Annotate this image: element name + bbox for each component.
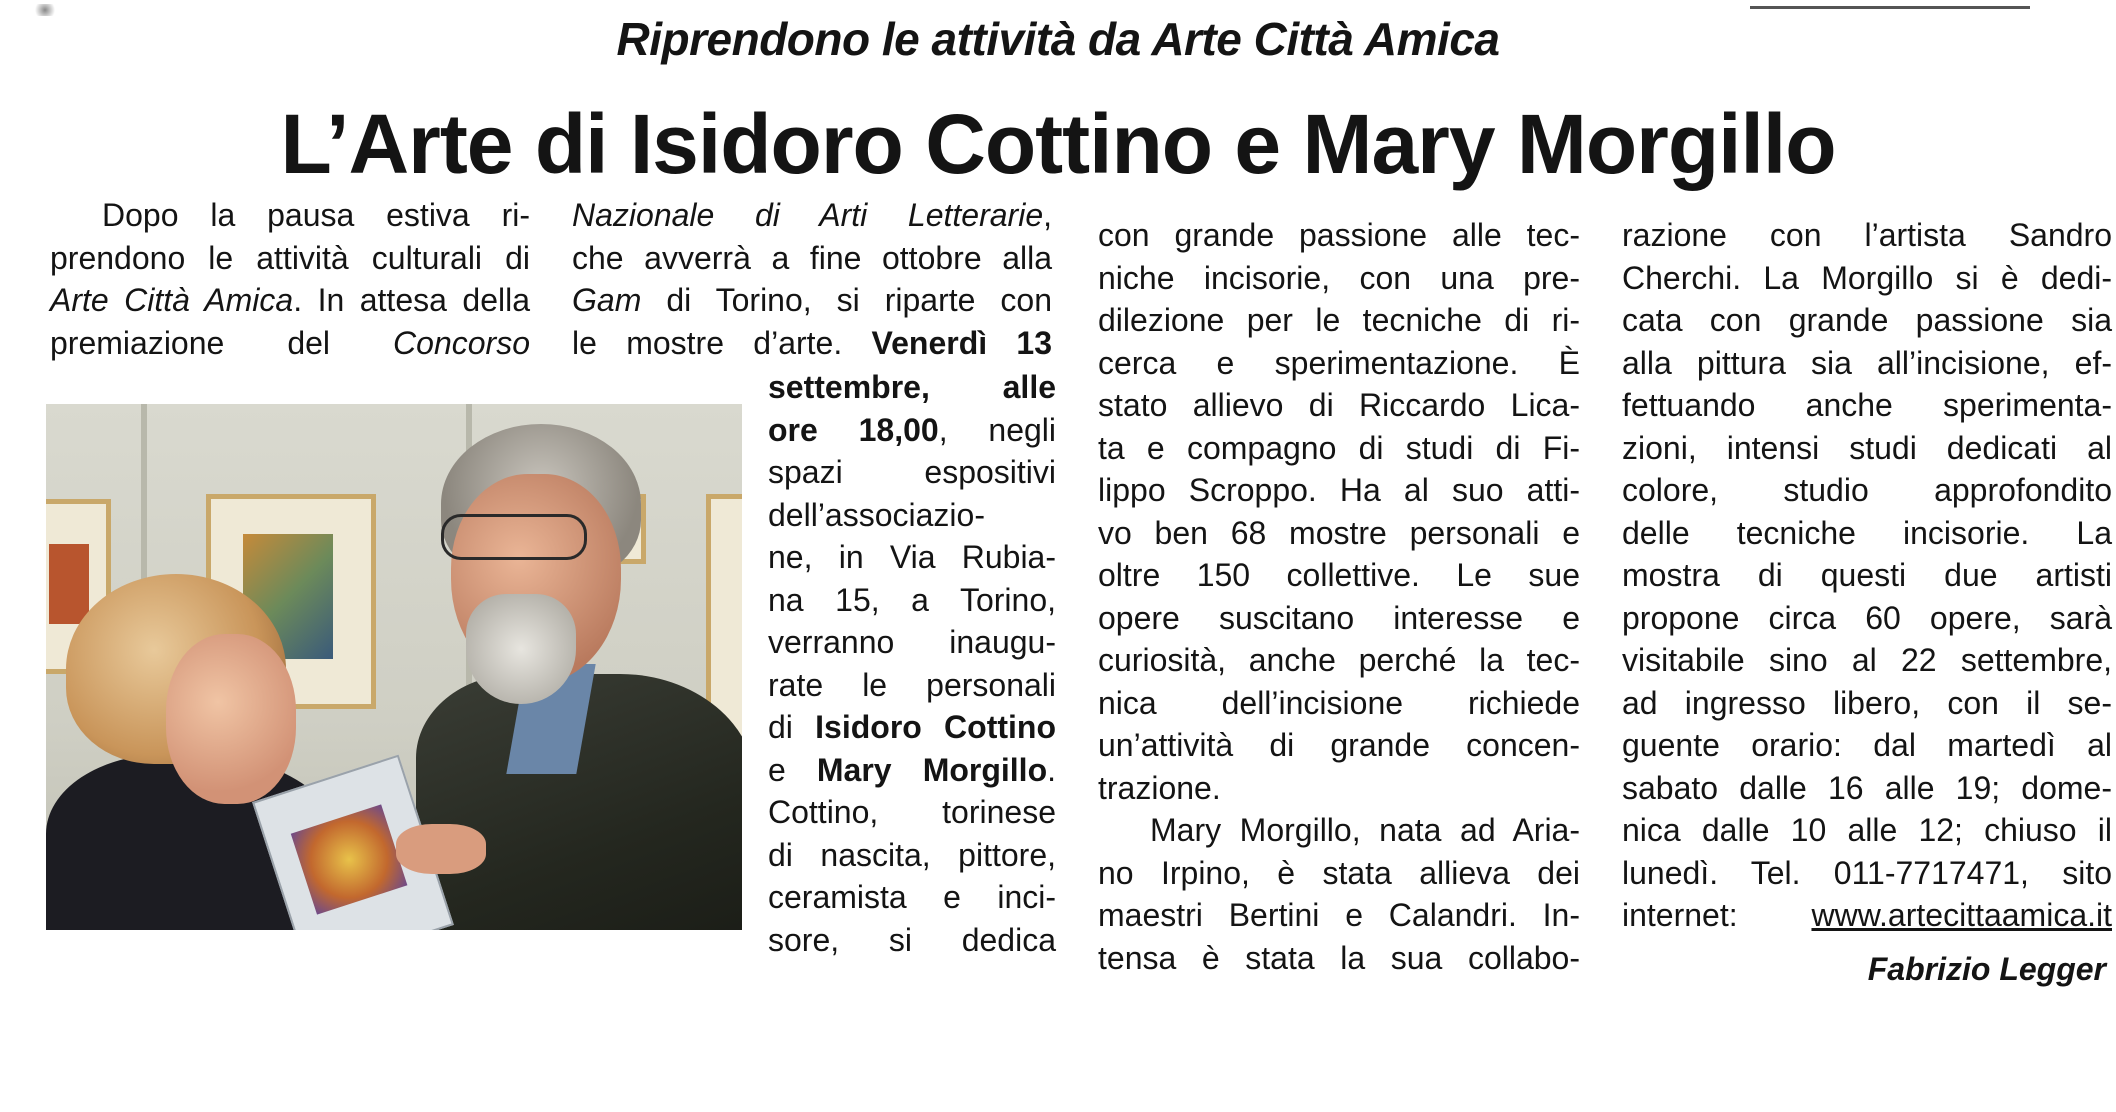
text-line: opere suscitano interesse e <box>1098 599 1580 636</box>
artist-name: Isidoro Cottino <box>815 709 1056 745</box>
column-1 <box>50 194 530 364</box>
text-line: propone circa 60 opere, sarà <box>1622 599 2112 636</box>
text-span: . In attesa della <box>293 282 531 318</box>
column-4 <box>1622 214 2112 937</box>
text-span: le mostre d’arte. <box>572 324 872 361</box>
column-2 <box>572 194 1052 364</box>
text-line: guente orario: dal martedì al <box>1622 727 2112 763</box>
text-line <box>50 279 530 322</box>
artist-name: Mary Morgillo <box>816 751 1048 788</box>
text-line <box>768 706 1056 749</box>
text-line <box>1622 894 2112 937</box>
event-date: Venerdì 13 <box>871 324 1053 361</box>
text-line <box>50 322 530 365</box>
woman-face <box>166 634 296 804</box>
text-line: cata con grande passione sia <box>1622 302 2112 338</box>
text-line: colore, studio approfondito <box>1622 472 2112 508</box>
text-line: mostra di questi due artisti <box>1622 557 2112 593</box>
article-photo <box>46 404 742 930</box>
event-time: ore 18,00 <box>768 411 939 448</box>
text-line: ceramista e inci- <box>768 879 1056 915</box>
text-line <box>572 322 1052 365</box>
text-line: ne, in Via Rubia- <box>768 539 1056 575</box>
text-line: di nascita, pittore, <box>768 836 1056 873</box>
text-line <box>572 194 1052 237</box>
text-line: un’attività di grande concen- <box>1098 727 1580 763</box>
text-line: vo ben 68 mostre personali e <box>1098 514 1580 551</box>
text-line: oltre 150 collettive. Le sue <box>1098 557 1580 593</box>
text-line: maestri Bertini e Calandri. In- <box>1098 897 1580 933</box>
text-line: lunedì. Tel. 011-7717471, sito <box>1622 854 2112 891</box>
text-span: internet: <box>1622 897 1812 933</box>
text-line <box>572 279 1052 322</box>
text-line: fettuando anche sperimenta- <box>1622 387 2112 423</box>
text-line: Mary Morgillo, nata ad Aria- <box>1150 812 1580 848</box>
text-span: , negli <box>938 411 1056 448</box>
text-line: trazione. <box>1098 769 1221 806</box>
artwork-image <box>49 544 89 624</box>
text-span: e <box>768 751 817 788</box>
contest-name: Concorso <box>393 324 530 361</box>
event-date: settembre, alle <box>768 369 1056 405</box>
text-span: premiazione del <box>50 324 394 361</box>
text-line: lippo Scroppo. Ha al suo atti- <box>1098 472 1580 508</box>
text-line <box>768 749 1056 792</box>
text-line: verranno inaugu- <box>768 624 1056 660</box>
text-line: tensa è stata la sua collabo- <box>1098 939 1580 976</box>
man-beard <box>466 594 576 704</box>
text-line: niche incisorie, con una pre- <box>1098 259 1580 296</box>
text-line: ad ingresso libero, con il se- <box>1622 684 2112 721</box>
text-line: Cottino, torinese <box>768 794 1056 830</box>
text-span: , <box>1043 197 1052 233</box>
text-line: alla pittura sia all’incisione, ef- <box>1622 344 2112 381</box>
text-line: dell’associazio- <box>768 496 985 533</box>
text-line: no Irpino, è stata allieva dei <box>1098 854 1580 891</box>
text-line: spazi espositivi <box>768 454 1056 490</box>
text-line: prendono le attività culturali di <box>50 239 530 276</box>
author-signature: Fabrizio Legger <box>1867 951 2106 987</box>
text-line: curiosità, anche perché la tec- <box>1098 642 1580 678</box>
text-line: zioni, intensi studi dedicati al <box>1622 429 2112 466</box>
text-line: sore, si dedica <box>768 921 1056 958</box>
text-line: cerca e sperimentazione. È <box>1098 344 1580 381</box>
museum-name: Gam <box>572 282 642 318</box>
man-glasses <box>441 514 587 560</box>
text-line: che avverrà a fine ottobre alla <box>572 239 1052 276</box>
text-span: . <box>1047 751 1056 788</box>
text-line: dilezione per le tecniche di ri- <box>1098 302 1580 338</box>
org-name: Arte Città Amica <box>50 282 294 318</box>
man-hand <box>396 824 486 874</box>
text-line: Dopo la pausa estiva ri- <box>102 197 530 233</box>
text-span: di <box>768 709 816 745</box>
text-line: visitabile sino al 22 settembre, <box>1622 642 2112 678</box>
text-line: na 15, a Torino, <box>768 581 1056 618</box>
text-line: rate le personali <box>768 666 1056 703</box>
website-link[interactable]: www.artecittaamica.it <box>1811 897 2112 933</box>
contest-name: Nazionale di Arti Letterarie <box>572 197 1044 233</box>
text-line: sabato dalle 16 alle 19; dome- <box>1622 769 2112 806</box>
column-2-narrow <box>768 366 1056 961</box>
catalog-cover-art <box>291 804 408 914</box>
top-rule <box>1750 6 2030 9</box>
text-span: di Torino, si riparte con <box>641 282 1052 318</box>
text-line <box>768 409 1056 452</box>
column-3 <box>1098 214 1580 979</box>
text-line: nica dell’incisione richiede <box>1098 684 1580 721</box>
article-kicker: Riprendono le attività da Arte Città Amica <box>616 13 1500 65</box>
text-line: Cherchi. La Morgillo si è dedi- <box>1622 259 2112 296</box>
text-line: con grande passione alle tec- <box>1098 217 1580 253</box>
article-headline: L’Arte di Isidoro Cottino e Mary Morgillo <box>280 97 1836 191</box>
text-line: ta e compagno di studi di Fi- <box>1098 429 1580 466</box>
text-line: stato allievo di Riccardo Lica- <box>1098 387 1580 423</box>
text-line: delle tecniche incisorie. La <box>1622 514 2112 551</box>
text-line: nica dalle 10 alle 12; chiuso il <box>1622 812 2112 848</box>
text-line: razione con l’artista Sandro <box>1622 217 2112 253</box>
